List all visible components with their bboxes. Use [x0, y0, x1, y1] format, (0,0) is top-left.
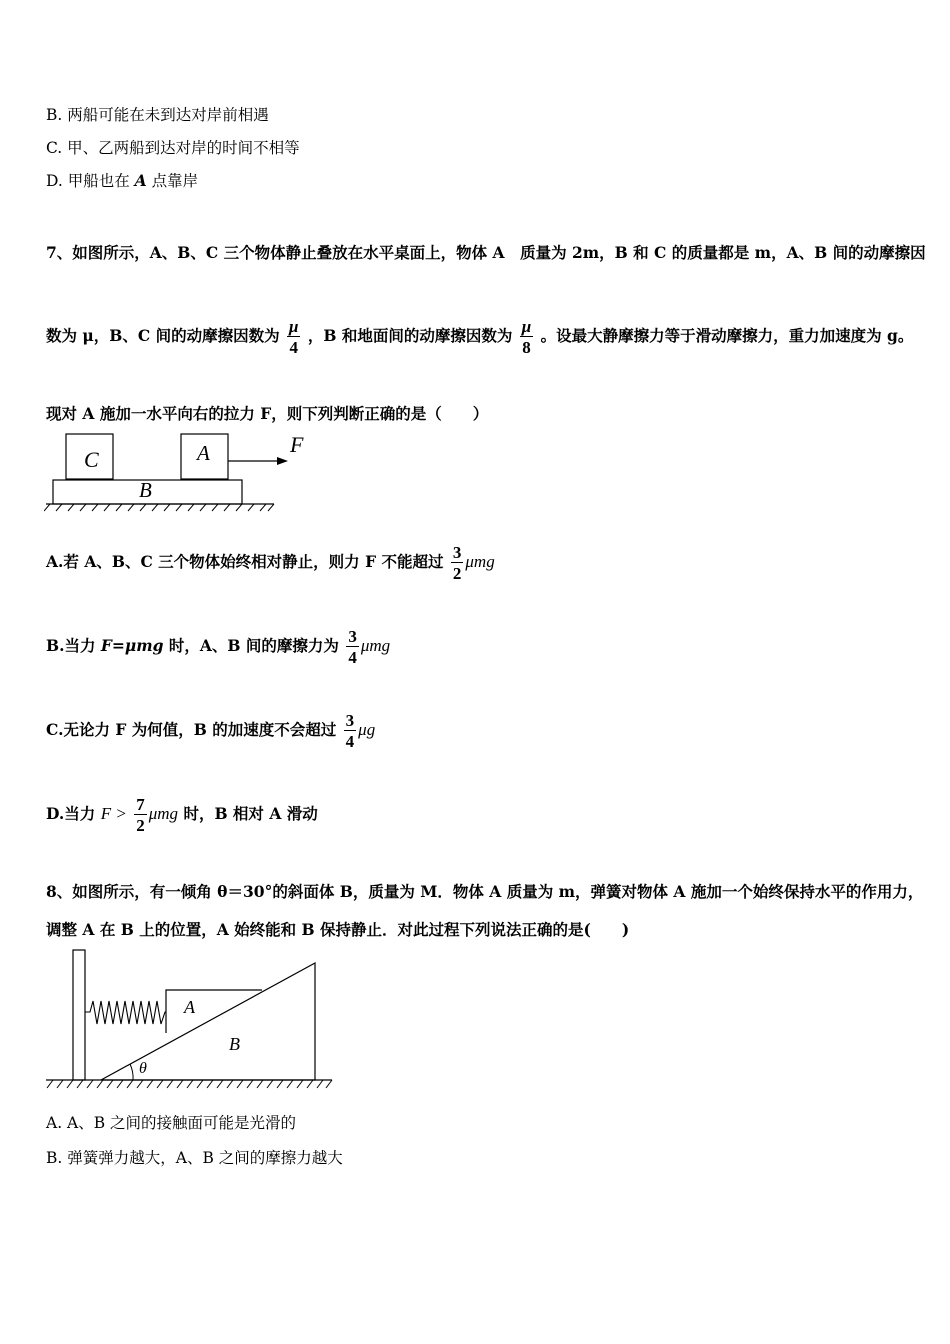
- incline-b-label: B: [229, 1034, 240, 1054]
- q8-incline-diagram: [44, 946, 339, 1094]
- q8-stem-line1: 8、如图所示，有一倾角 θ＝30°的斜面体 B，质量为 M．物体 A 质量为 m，弹簧对物体 A 施加一个始终保持水平的作用力，: [46, 882, 924, 901]
- q7-option-b-frac: $\frac{3}{4}$: [348, 627, 357, 667]
- incline-b: [101, 963, 315, 1080]
- q7-option-d: [46, 796, 318, 834]
- q7-option-a-tail: μmg: [465, 552, 495, 571]
- q7-option-b-text2: 时，A、B 间的摩擦力为: [163, 636, 339, 655]
- q7-option-d-frac: $\frac{7}{2}$: [136, 795, 145, 835]
- q7-option-c-text: C.无论力 F 为何值，B 的加速度不会超过: [46, 720, 337, 739]
- force-arrow-head: [277, 457, 288, 465]
- q7-option-b-text1: B.当力: [46, 636, 101, 655]
- block-c-label: C: [84, 447, 99, 472]
- q7-option-c-frac: $\frac{3}{4}$: [345, 711, 355, 751]
- q7-option-a: [46, 544, 495, 582]
- q7-stem-line2-a: 数为 μ，B、C 间的动摩擦因数为: [46, 326, 280, 345]
- q6-option-d-suffix: 点靠岸: [151, 172, 199, 190]
- q7-option-c: [46, 712, 375, 750]
- q7-stem-line2-c: 。设最大静摩擦力等于滑动摩擦力，重力加速度为 g。: [540, 326, 914, 345]
- block-b-label: B: [139, 478, 152, 502]
- q7-option-d-lhs: F >: [100, 804, 127, 823]
- ground-hatching: [44, 504, 274, 511]
- q7-option-a-text: A.若 A、B、C 三个物体始终相对静止，则力 F 不能超过: [46, 552, 444, 571]
- q6-option-c: C. 甲、乙两船到达对岸的时间不相等: [46, 139, 300, 157]
- q7-option-a-frac: $\frac{3}{2}$: [452, 543, 462, 583]
- q7-option-b: [46, 628, 390, 666]
- block-a-label: A: [184, 997, 195, 1017]
- q7-stem-line2-b: ，B 和地面间的动摩擦因数为: [307, 326, 513, 345]
- q8-option-a: A. A、B 之间的接触面可能是光滑的: [46, 1114, 297, 1132]
- q7-frac-ground: $\frac{\mu}{8}$: [521, 317, 532, 357]
- angle-arc: [130, 1064, 133, 1080]
- q7-option-d-tail: μmg: [148, 804, 179, 823]
- block-a-label: A: [197, 441, 210, 465]
- angle-theta-label: θ: [139, 1060, 147, 1077]
- q7-frac-bc: $\frac{\mu}{4}$: [288, 317, 299, 357]
- q7-option-c-tail: μg: [358, 720, 376, 739]
- ground-hatching: [47, 1080, 332, 1088]
- q6-option-d-prefix: D. 甲船也在: [46, 172, 130, 190]
- q7-option-b-eq: F=μmg: [100, 636, 164, 655]
- q8-option-b: B. 弹簧弹力越大，A、B 之间的摩擦力越大: [46, 1149, 343, 1167]
- q7-stem-line1: 7、如图所示，A、B、C 三个物体静止叠放在水平桌面上，物体 A 质量为 2m，B 和 C 的质量都是 m，A、B 间的动摩擦因: [46, 243, 926, 262]
- q7-option-d-text1: D.当力: [46, 804, 96, 823]
- wall: [73, 950, 85, 1080]
- q8-stem-line2: 调整 A 在 B 上的位置，A 始终能和 B 保持静止．对此过程下列说法正确的是( ): [46, 920, 630, 939]
- q7-option-d-text2: 时，B 相对 A 滑动: [183, 804, 318, 823]
- q6-option-d-var: A: [134, 171, 147, 190]
- q6-option-d: [46, 169, 198, 191]
- q7-option-b-tail: μmg: [360, 636, 391, 655]
- q6-option-b: B. 两船可能在未到达对岸前相遇: [46, 106, 269, 124]
- force-f-label: F: [290, 432, 304, 457]
- q7-block-diagram: [44, 430, 314, 516]
- block-a-outline: [166, 990, 262, 1033]
- q7-stem-line3: 现对 A 施加一水平向右的拉力 F，则下列判断正确的是（ ）: [46, 404, 489, 423]
- q7-stem-line2: [46, 318, 913, 356]
- spring: [85, 1001, 166, 1024]
